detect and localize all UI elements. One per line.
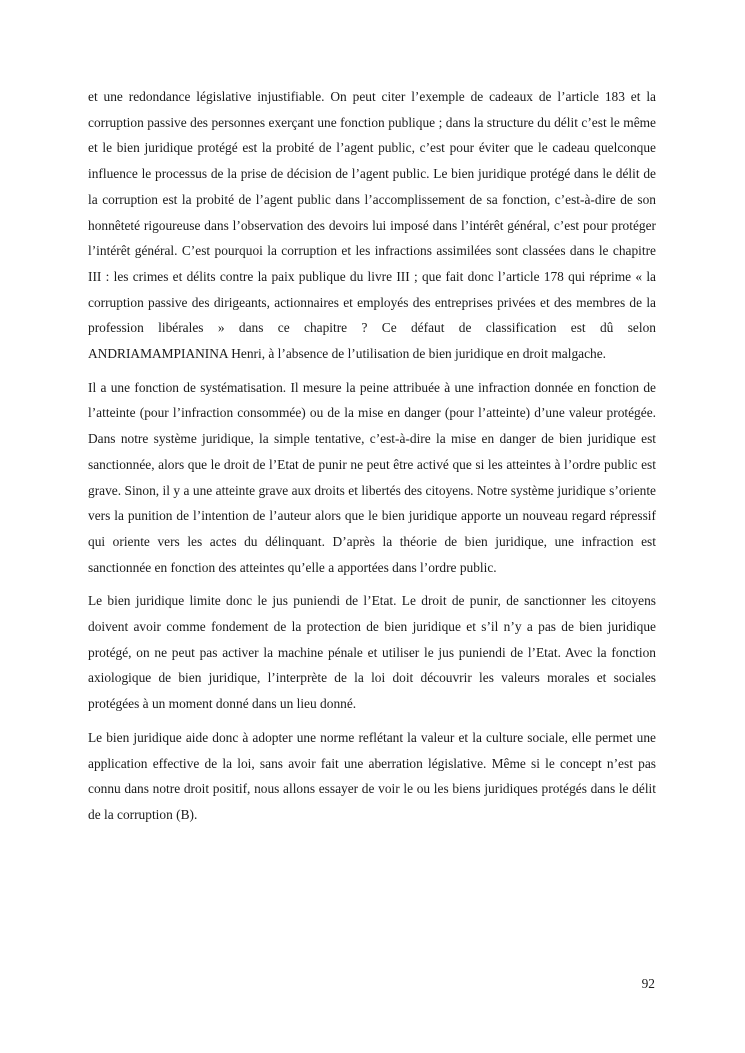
paragraph-1: et une redondance législative injustifiable. On peut citer l’exemple de cadeaux de l’article 183 et la corruption passive des personnes exerçant une fonction publique ; dans la structure du délit c’est le même et le bien juridique protégé est la probité de l’agent public, c’est pour éviter que le cadeau quelconque influence le processus de la prise de décision de l’agent public. Le bien juridique protégé dans le délit de la corruption est la probité de l’agent public dans l’accomplissement de sa fonction, c’est-à-dire de son honnêteté rigoureuse dans l’observation des devoirs lui imposé dans l’intérêt général, c’est pour protéger l’intérêt général. C’est pourquoi la corruption et les infractions assimilées sont classées dans le chapitre III : les crimes et délits contre la paix publique du livre III ; que fait donc l’article 178 qui réprime « la corruption passive des dirigeants, actionnaires et employés des entreprises privées et des membres de la profession libérales » dans ce chapitre ? Ce défaut de classification est dû selon ANDRIAMAMPIANINA Henri, à l’absence de l’utilisation de bien juridique en droit malgache.: [88, 89, 656, 362]
page-body: [88, 84, 656, 836]
paragraph-3: Le bien juridique limite donc le jus puniendi de l’Etat. Le droit de punir, de sanctionner les citoyens doivent avoir comme fondement de la protection de bien juridique et s’il n’y a pas de bien juridique protégé, on ne peut pas activer la machine pénale et utiliser le jus puniendi de l’Etat. Avec la fonction axiologique de bien juridique, l’interprète de la loi doit découvrir les valeurs morales et sociales protégées à un moment donné dans un lieu donné.: [88, 593, 656, 712]
page-number: 92: [641, 976, 655, 991]
paragraph-4: Le bien juridique aide donc à adopter une norme reflétant la valeur et la culture sociale, elle permet une application effective de la loi, sans avoir fait une aberration législative. Même si le concept n’est pas connu dans notre droit positif, nous allons essayer de voir le ou les biens juridiques protégés dans le délit de la corruption (B).: [88, 729, 656, 822]
paragraph-2: Il a une fonction de systématisation. Il mesure la peine attribuée à une infraction donnée en fonction de l’atteinte (pour l’infraction consommée) ou de la mise en danger (pour l’atteinte) d’une valeur protégée. Dans notre système juridique, la simple tentative, c’est-à-dire la mise en danger de bien juridique est sanctionnée, alors que le droit de l’Etat de punir ne peut être activé que si les atteintes à l’ordre public est grave. Sinon, il y a une atteinte grave aux droits et libertés des citoyens. Notre système juridique s’oriente vers la punition de l’intention de l’auteur alors que le bien juridique apporte un nouveau regard répressif qui oriente vers les actes du délinquant. D’après la théorie de bien juridique, une infraction est sanctionnée en fonction des atteintes qu’elle a apportées dans l’ordre public.: [88, 379, 656, 575]
